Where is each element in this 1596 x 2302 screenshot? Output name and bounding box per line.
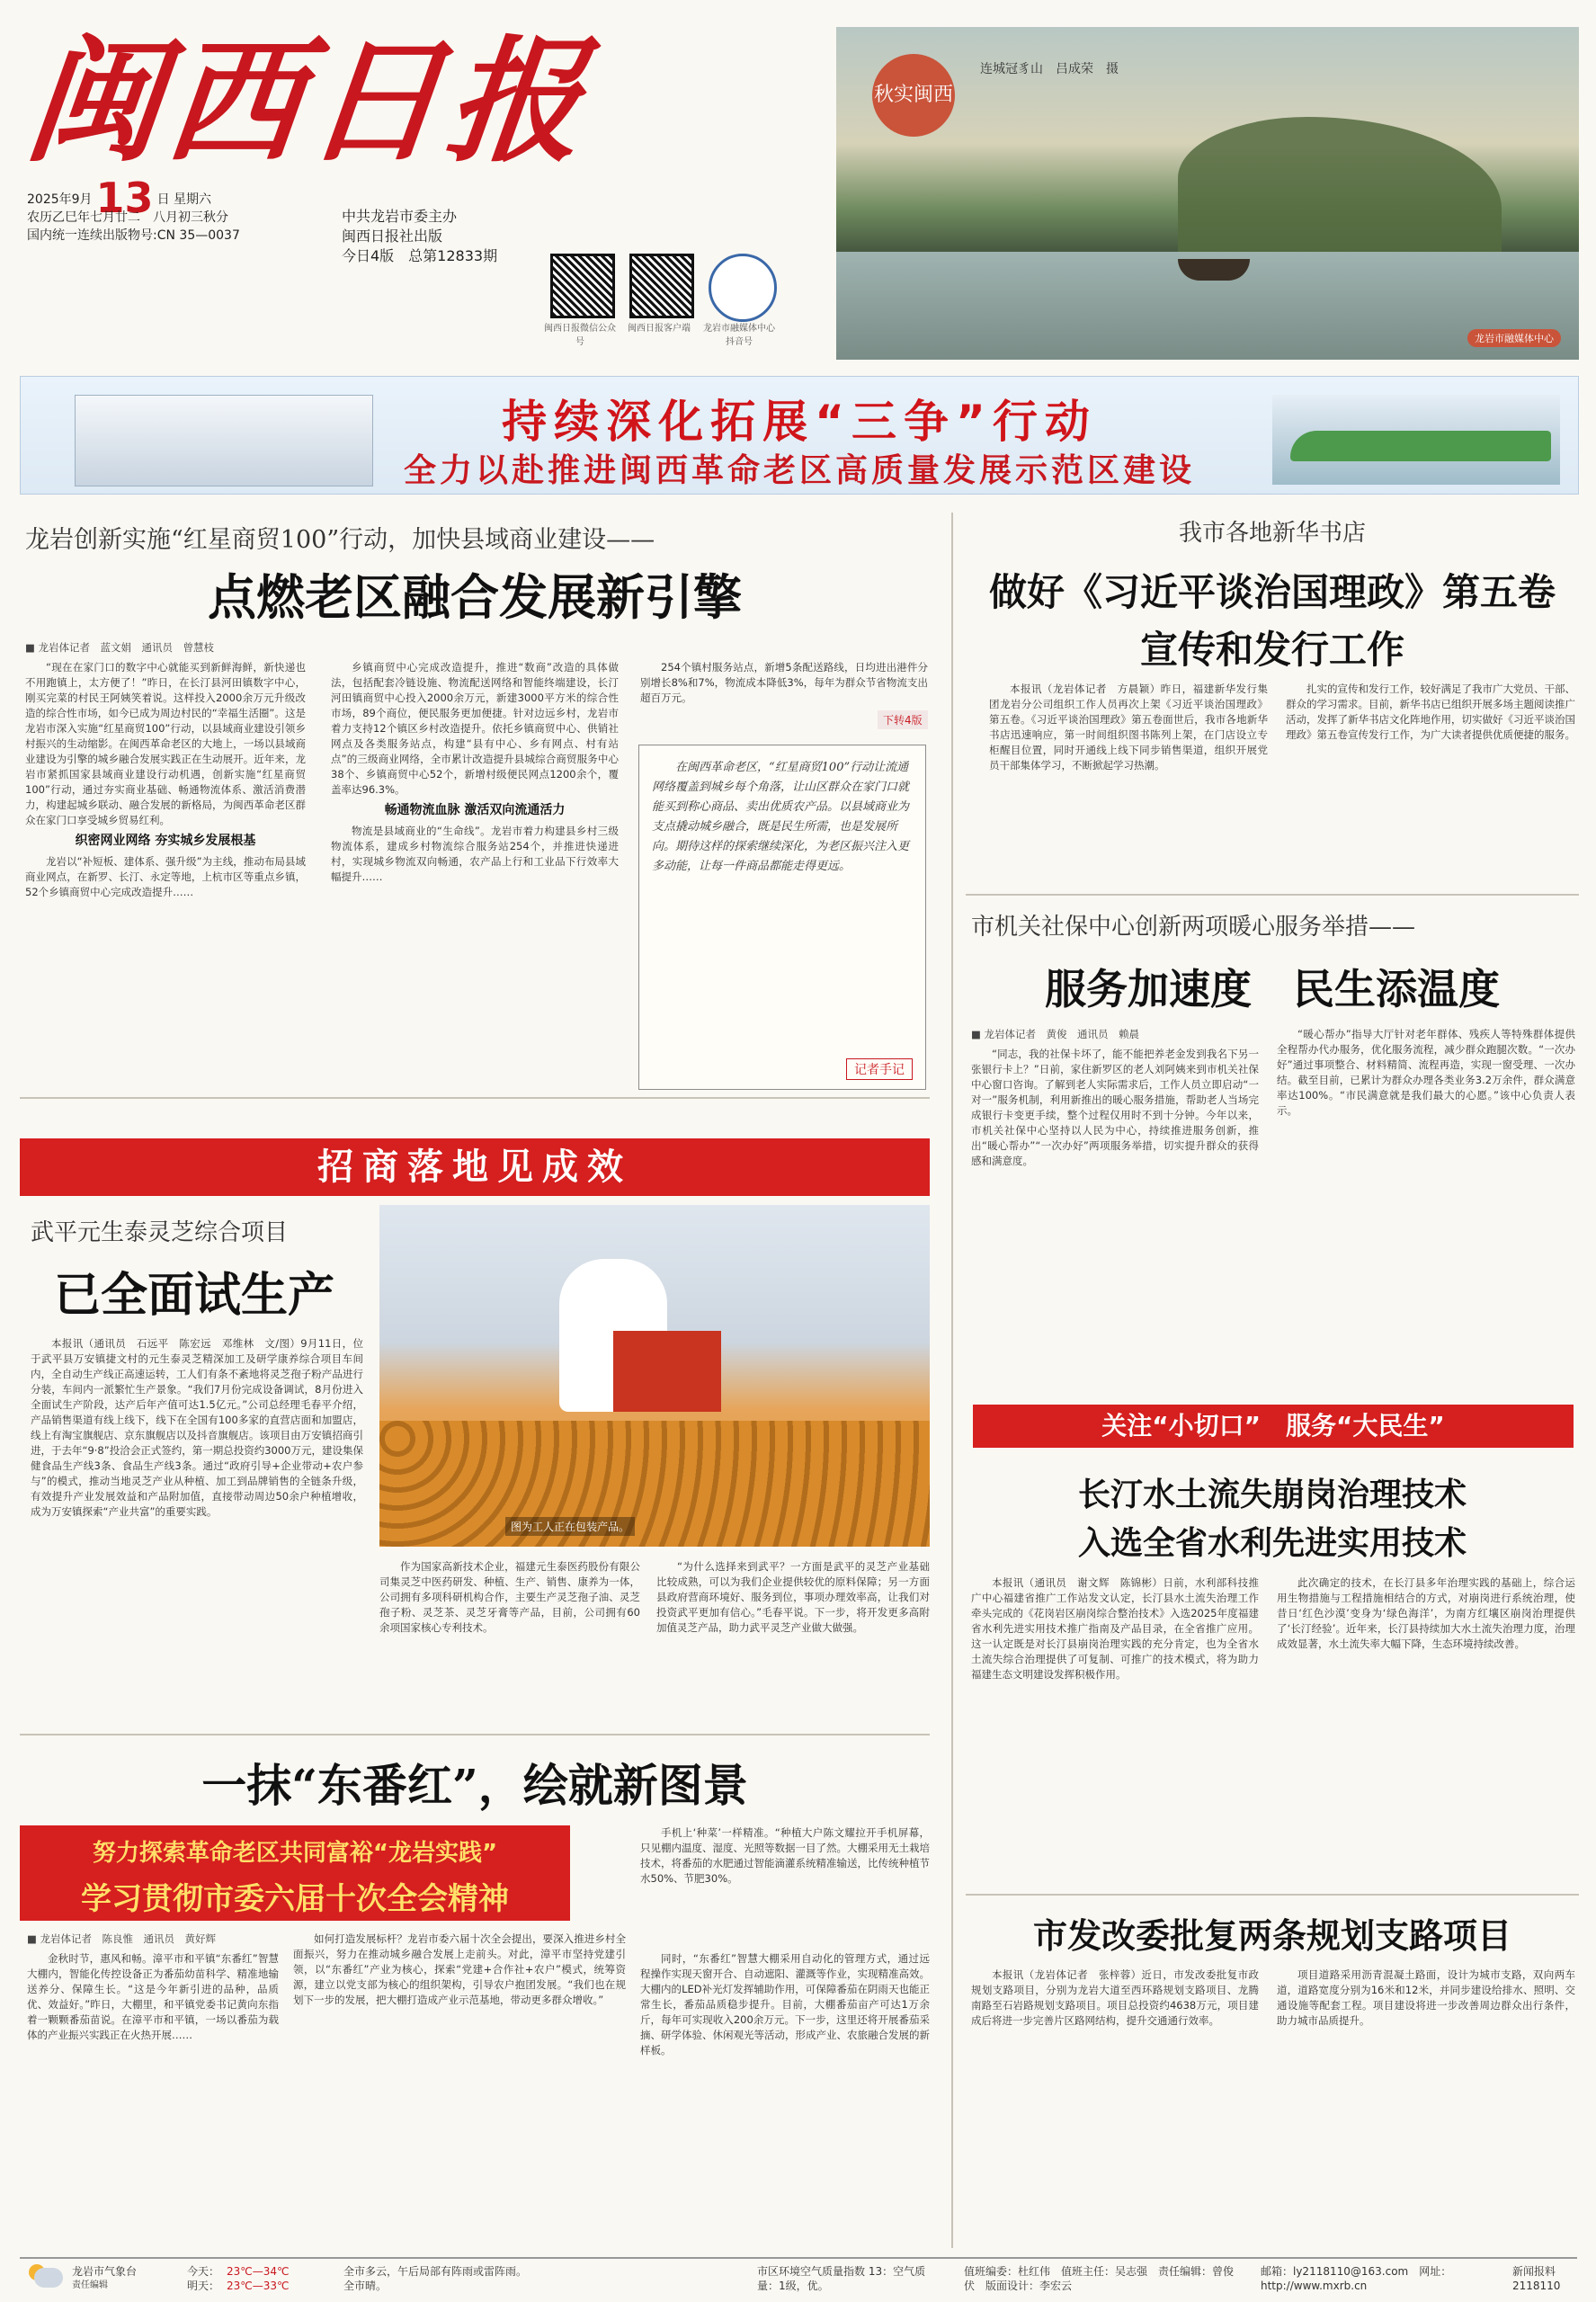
- lingzhi-kicker: 武平元生泰灵芝综合项目: [31, 1219, 289, 1246]
- social-kicker: 市机关社保中心创新两项暖心服务举措——: [971, 914, 1416, 941]
- social-col-2-text: “暖心帮办”指导大厅针对老年群体、残疾人等特殊群体提供全程帮办代办服务，优化服务流程，减少群众跑腿次数。“一次办好”通过事项整合、材料精简、流程再造，实现一窗受理、一次办结。截至目前，已累计为群众办理各类业务3.2万余件，群众满意率达100%。“市民满意就是我们最大的心愿。”该中心负责人表示。: [1277, 1028, 1575, 1117]
- main-col-1-text: “现在在家门口的数字中心就能买到新鲜海鲜，新快递也不用跑镇上，太方便了！”昨日，在长汀县河田镇数字中心，刚买完菜的村民王阿姨笑着说。这样投入2000余万元升级改造的综合性市场，如今已成为周边村民的“幸福生活圈”。这是龙岩市深入实施“红星商贸100”行动，以县域商业建设引领乡村振兴的生动缩影。在闽西革命老区的大地上，一场以县域商业建设为引擎的城乡融合发展实践正在生动展开。近年来，龙岩市紧抓国家县域商业建设行动机遇，创新实施“红星商贸100”行动，通过夯实商业基础、畅通物流体系、激活消费潜力，构建起城乡联动、融合发展的新格局，为闽西革命老区群众在家门口享受城乡贸易红利。: [25, 661, 306, 826]
- main-col-3: [640, 660, 928, 718]
- publisher-line-3: 今日4版 总第12833期: [342, 247, 498, 264]
- tomorrow-label: 明天：: [187, 2280, 220, 2292]
- xinhua-headline-1: 做好《习近平谈治国理政》第五卷: [988, 570, 1556, 614]
- water-col-2: [1277, 1575, 1575, 1881]
- social-byline: ■ 龙岩体记者 黄俊 通讯员 赖晨: [971, 1028, 1140, 1040]
- app-qr-code[interactable]: [629, 254, 694, 318]
- plan-col-1-text: 本报讯（龙岩体记者 张梓蓉）近日，市发改委批复市政规划支路项目，分别为龙岩大道至西环路规划支路项目、龙腾南路至石岩路规划支路项目。项目总投资约4638万元，项目建成后将进一步完善片区路网结构，提升交通通行效率。: [971, 1968, 1259, 2027]
- dfh-byline: ■ 龙岩体记者 陈良惟 通讯员 黄好辉: [27, 1932, 217, 1945]
- date-day: 13: [95, 174, 154, 222]
- main-subhead-2: 畅通物流血脉 激活双向流通活力: [384, 803, 566, 817]
- dfh-col-1-text: 金秋时节，惠风和畅。漳平市和平镇“东番红”智慧大棚内，智能化传控设备正为番茄幼苗科学、精准地输送养分、保障生长。“这是今年新引进的品种，品质优、效益好。”昨日，大棚里，和平镇党委书记黄向东指着一颗颗番茄苗说。在漳平市和平镇，一场以番茄为载体的产业振兴实践正在火热开展……: [27, 1952, 279, 2041]
- lingzhi-col-3: [656, 1559, 930, 1721]
- xinhua-col-1: [989, 682, 1268, 879]
- newspaper-title: 闽西日报: [18, 22, 597, 181]
- air-quality: 市区环境空气质量指数 13：空气质量：1级，优。: [757, 2265, 926, 2292]
- photo-logo: 龙岩市融媒体中心: [1467, 329, 1561, 347]
- wechat-qr-code[interactable]: [550, 254, 615, 318]
- main-kicker: 龙岩创新实施“红星商贸100”行动，加快县域商业建设——: [25, 526, 655, 554]
- hotline: 新闻报料 2118110: [1512, 2265, 1561, 2292]
- factory-photo-caption: 图为工人正在包装产品。: [505, 1517, 635, 1536]
- water-col-1-text: 本报讯（通讯员 谢文辉 陈锦彬）日前，水利部科技推广中心福建省推广工作站发文认定，长汀县水土流失治理工作牵头完成的《花岗岩区崩岗综合整治技术》入选2025年度福建省水利先进实用技术推广指南及产品目录，在全省推广应用。这一认定既是对长汀县崩岗治理实践的充分肯定，也为全省水土流失综合治理提供了可复制、可推广的技术模式，将为助力福建生态文明建设发挥积极作用。: [971, 1576, 1259, 1681]
- main-col-1-tail: 龙岩以“补短板、建体系、强升级”为主线，推动布局县域商业网点，在新罗、长汀、永定等地，上杭市区等重点乡镇，52个乡镇商贸中心完成改造提升……: [25, 855, 306, 898]
- main-byline: ■ 龙岩体记者 蓝文娟 通讯员 曾慧枝: [25, 641, 215, 654]
- qr-label-3: 龙岩市融媒体中心抖音号: [703, 324, 775, 347]
- editors: 值班编委：杜红伟 值班主任：吴志强 责任编辑：曾俊伏 版面设计：李宏云: [964, 2265, 1235, 2292]
- reporter-note-box: [638, 745, 926, 1090]
- dfh-col-1: [27, 1951, 279, 2244]
- cn-number: 国内统一连续出版物号:CN 35—0037: [27, 228, 240, 243]
- reporter-note-label: 记者手记: [846, 1058, 913, 1080]
- dfh-headline: 一抹“东番红”，绘就新图景: [201, 1759, 748, 1812]
- lingzhi-col-2: [379, 1559, 640, 1721]
- plan-col-2: [1277, 1967, 1575, 2246]
- publisher-line-1: 中共龙岩市委主办: [342, 208, 458, 225]
- publisher-line-2: 闽西日报社出版: [342, 228, 443, 245]
- banner-title: 持续深化拓展“三争”行动: [502, 396, 1097, 448]
- social-col-1-text: “同志，我的社保卡坏了，能不能把养老金发到我名下另一张银行卡上？”日前，家住新罗区的老人刘阿姨来到市机关社保中心窗口咨询。了解到老人实际需求后，工作人员立即启动“一对一”服务机制，利用新推出的暖心服务措施，帮助老人当场完成银行卡变更手续，整个过程仅用时不到十分钟。今年以来，市机关社保中心坚持以人民为中心，持续推进服务创新，推出“暖心帮办”“一次办好”两项服务举措，切实提升群众的获得感和满意度。: [971, 1048, 1259, 1167]
- xinhua-col-2: [1286, 682, 1575, 879]
- lingzhi-col-2-text: 作为国家高新技术企业，福建元生泰医药股份有限公司集灵芝中医药研发、种植、生产、销售、康养为一体，公司拥有多项科研机构合作，主要生产灵芝孢子油、灵芝孢子粉、灵芝茶、灵芝牙膏等产品，目前，公司拥有60余项国家核心专利技术。: [379, 1560, 640, 1634]
- lingzhi-col-1: [31, 1336, 363, 1721]
- weather-city: 龙岩市气象台: [72, 2265, 138, 2278]
- plan-col-1: [971, 1967, 1259, 2246]
- today-desc: 全市多云，午后局部有阵雨或雷阵雨。: [343, 2265, 528, 2278]
- dfh-col-4-text: 同时，“东番红”智慧大棚采用自动化的管理方式，通过远程操作实现天窗开合、自动遮阳、灌溉等作业，实现精准高效。大棚内的LED补光灯发挥辅助作用，可保障番茄在阴雨天也能正常生长，番茄品质稳步提升。目前，大棚番茄亩产可达1万余斤，每年可实现收入200余万元。下一步，这里还将开展番茄采摘、研学体验、休闲观光等活动，形成产业、农旅融合发展的新样板。: [640, 1952, 930, 2057]
- photo-caption-badge: 秋实闽西: [872, 54, 955, 137]
- contact[interactable]: 邮箱：ly2118110@163.com 网址：http://www.mxrb.cn: [1261, 2265, 1452, 2292]
- photo-mountain: [1178, 117, 1502, 270]
- plan-col-2-text: 项目道路采用沥青混凝土路面，设计为城市支路，双向两车道，道路宽度分别为16米和12米，并同步建设给排水、照明、交通设施等配套工程。项目建设将进一步改善周边群众出行条件，助力城市品质提升。: [1277, 1968, 1575, 2027]
- weather-sub: 责任编辑: [72, 2280, 108, 2290]
- xinhua-headline-2: 宣传和发行工作: [1139, 628, 1404, 672]
- main-col-2-tail: 物流是县域商业的“生命线”。龙岩市着力构建县乡村三级物流体系，建成乡村物流综合服务站254个，并推进快递进村，实现城乡物流双向畅通，农产品上行和工业品下行效率大幅提升……: [331, 825, 619, 883]
- lingzhi-col-1-text: 本报讯（通讯员 石远平 陈宏远 邓维林 文/图）9月11日，位于武平县万安镇捷文村的元生泰灵芝精深加工及研学康养综合项目车间内，全自动生产线正高速运转，工人们有条不紊地将灵芝孢子粉产品进行分装，车间内一派繁忙生产景象。“我们7月份完成设备调试，8月份进入全面试生产阶段，达产后年产值可达1.5亿元。”公司总经理毛春平介绍，产品销售渠道有线上线下，线下在全国有100多家的直营店面和加盟店，线上有淘宝旗舰店、京东旗舰店以及抖音旗舰店。该项目由万安镇招商引进，于去年“9·8”投洽会正式签约，第一期总投资约3000万元，建设集保健食品生产线3条、食品生产线3条。通过“政府引导+企业带动+农户参与”的模式，推动当地灵芝产业从种植、加工到品牌销售的全链条升级，有效提升产业发展效益和产品附加值，直接带动周边50余户种植增收，成为万安镇探索“产业共富”的重要实践。: [31, 1337, 363, 1518]
- xinhua-col-1-text: 本报讯（龙岩体记者 方晨颖）昨日，福建新华发行集团龙岩分公司组织工作人员再次上架《习近平谈治国理政》第五卷。《习近平谈治国理政》第五卷面世后，我市各地新华书店迅速响应，第一时间组织图书陈列上架，在门店设立专柜醒目位置，同时开通线上线下同步销售渠道，组织开展党员干部集体学习，不断掀起学习热潮。: [989, 683, 1268, 772]
- theme-banner: [20, 376, 1579, 495]
- weather-icon: [27, 2262, 67, 2289]
- reporter-note-text: 在闽西革命老区，“红星商贸100”行动让流通网络覆盖到城乡每个角落，让山区群众在家门口就能买到称心商品、卖出优质农产品。以县域商业为支点撬动城乡融合，既是民生所需，也是发展所向。期待这样的探索继续深化，为老区振兴注入更多动能，让每一件商品都能走得更远。: [652, 761, 910, 873]
- qr-label-1: 闽西日报微信公众号: [544, 324, 616, 347]
- today-label: 今天：: [187, 2265, 220, 2278]
- dfh-theme-2: 学习贯彻市委六届十次全会精神: [81, 1881, 509, 1917]
- photo-product-tins: [379, 1421, 930, 1547]
- masthead: [18, 16, 701, 264]
- issue-info: [27, 174, 240, 245]
- water-headline-2: 入选全省水利先进实用技术: [1077, 1524, 1467, 1562]
- tomorrow-temp: 23℃—33℃: [227, 2280, 290, 2292]
- media-center-logo: [709, 254, 777, 322]
- dfh-col-3-text: 手机上‘种菜’一样精准。“种植大户陈文耀拉开手机屏幕，只见棚内温度、湿度、光照等数据一目了然。大棚采用无土栽培技术，将番茄的水肥通过智能滴灌系统精准输送，比传统种植节水50%、节肥30%。: [640, 1826, 930, 1885]
- jump-tag[interactable]: 下转4版: [878, 710, 928, 729]
- photo-credit: 连城冠豸山 吕成荣 摄: [980, 62, 1119, 76]
- main-col-1: [25, 660, 306, 1084]
- plan-headline: 市发改委批复两条规划支路项目: [1032, 1915, 1511, 1956]
- photo-product-box: [613, 1331, 721, 1412]
- dfh-theme-box: [20, 1825, 570, 1921]
- weekday: 日 星期六: [156, 192, 212, 207]
- today-temp: 23℃—34℃: [227, 2265, 290, 2278]
- social-headline: 服务加速度 民生添温度: [1045, 965, 1500, 1013]
- main-subhead-1: 织密网业网络 夯实城乡发展根基: [75, 834, 256, 848]
- dfh-col-2: [293, 1932, 626, 2244]
- main-col-3-text: 254个镇村服务站点，新增5条配送路线，日均进出港件分别增长8%和7%，物流成本降低3%，每年为群众节省物流支出超百万元。: [640, 661, 928, 704]
- xinhua-kicker: 我市各地新华书店: [1178, 520, 1366, 547]
- masthead-photo: [836, 27, 1579, 360]
- main-headline: 点燃老区融合发展新引擎: [208, 568, 742, 626]
- main-col-2: [331, 660, 619, 1084]
- social-col-2: [1277, 1027, 1575, 1388]
- photo-boat: [1178, 259, 1250, 281]
- dfh-col-3: [640, 1825, 930, 1942]
- lunar-date: 农历乙巳年七月廿二 八月初三秋分: [27, 210, 228, 225]
- section-bar: 招商落地见成效: [20, 1138, 930, 1196]
- social-col-1: [971, 1047, 1259, 1388]
- lingzhi-headline: 已全面试生产: [54, 1268, 335, 1323]
- tomorrow-desc: 全市晴。: [343, 2280, 388, 2292]
- factory-photo: [379, 1205, 930, 1547]
- qr-label-2: 闽西日报客户端: [628, 324, 691, 334]
- dfh-col-4: [640, 1951, 930, 2244]
- footer-bar: [20, 2257, 1577, 2295]
- main-col-2-text: 乡镇商贸中心完成改造提升，推进“数商”改造的具体做法，包括配套冷链设施、物流配送网络和智能终端建设，长汀河田镇商贸中心投入2000余万元，新建3000平方米的综合性市场，89个商位，便民服务更加便捷。针对边远乡村，龙岩市着力支持12个镇区乡村改造提升。依托乡镇商贸中心、供销社网点及各类服务站点，构建“县有中心、乡有网点、村有站点”的三级商业网络，全市累计改造提升县城综合商贸服务中心38个、乡镇商贸中心52个，新增村级便民网点1200余个，覆盖率达96.3%。: [331, 661, 619, 796]
- water-col-1: [971, 1575, 1259, 1881]
- dfh-col-2-text: 如何打造发展标杆？龙岩市委六届十次全会提出，要深入推进乡村全面振兴，努力在推动城乡融合发展上走前头。对此，漳平市坚持党建引领，以“东番红”产业为核心，探索“党建+合作社+农户”模式，统筹资源，建立以党支部为核心的组织架构，引导农户抱团发展。“我们也在规划下一步的发展，把大棚打造成产业示范基地，带动更多群众增收。”: [293, 1932, 626, 2006]
- water-col-2-text: 此次确定的技术，在长汀县多年治理实践的基础上，综合运用生物措施与工程措施相结合的方式，对崩岗进行系统治理，使昔日‘红色沙漠’变身为‘绿色海洋’，为南方红壤区崩岗治理提供了‘长汀经验’。近年来，长汀县持续加大水土流失治理力度，治理成效显著，水土流失率大幅下降，生态环境持续改善。: [1277, 1576, 1575, 1650]
- water-section-bar: 关注“小切口” 服务“大民生”: [973, 1405, 1574, 1448]
- xinhua-col-2-text: 扎实的宣传和发行工作，较好满足了我市广大党员、干部、群众的学习需求。目前，新华书店已组织开展多场主题阅读推广活动，发挥了新华书店文化阵地作用，切实做好《习近平谈治国理政》第五卷宣传发行工作，为广大读者提供优质便捷的服务。: [1286, 683, 1575, 741]
- cloud-shape: [34, 2268, 63, 2288]
- lingzhi-col-3-text: “为什么选择来到武平？一方面是武平的灵芝产业基础比较成熟，可以为我们企业提供较优的原料保障；另一方面县政府营商环境好、服务到位，事项办理效率高，让我们对投资武平更加有信心。”毛春平说。下一步，将开发更多高附加值灵芝产品，助力武平灵芝产业做大做强。: [656, 1560, 930, 1634]
- water-headline-1: 长汀水土流失崩岗治理技术: [1077, 1476, 1467, 1513]
- banner-subtitle: 全力以赴推进闽西革命老区高质量发展示范区建设: [403, 452, 1195, 489]
- publisher-info: [342, 207, 497, 266]
- dfh-theme-1: 努力探索革命老区共同富裕“龙岩实践”: [92, 1840, 498, 1867]
- date-line: 2025年9月: [27, 192, 93, 207]
